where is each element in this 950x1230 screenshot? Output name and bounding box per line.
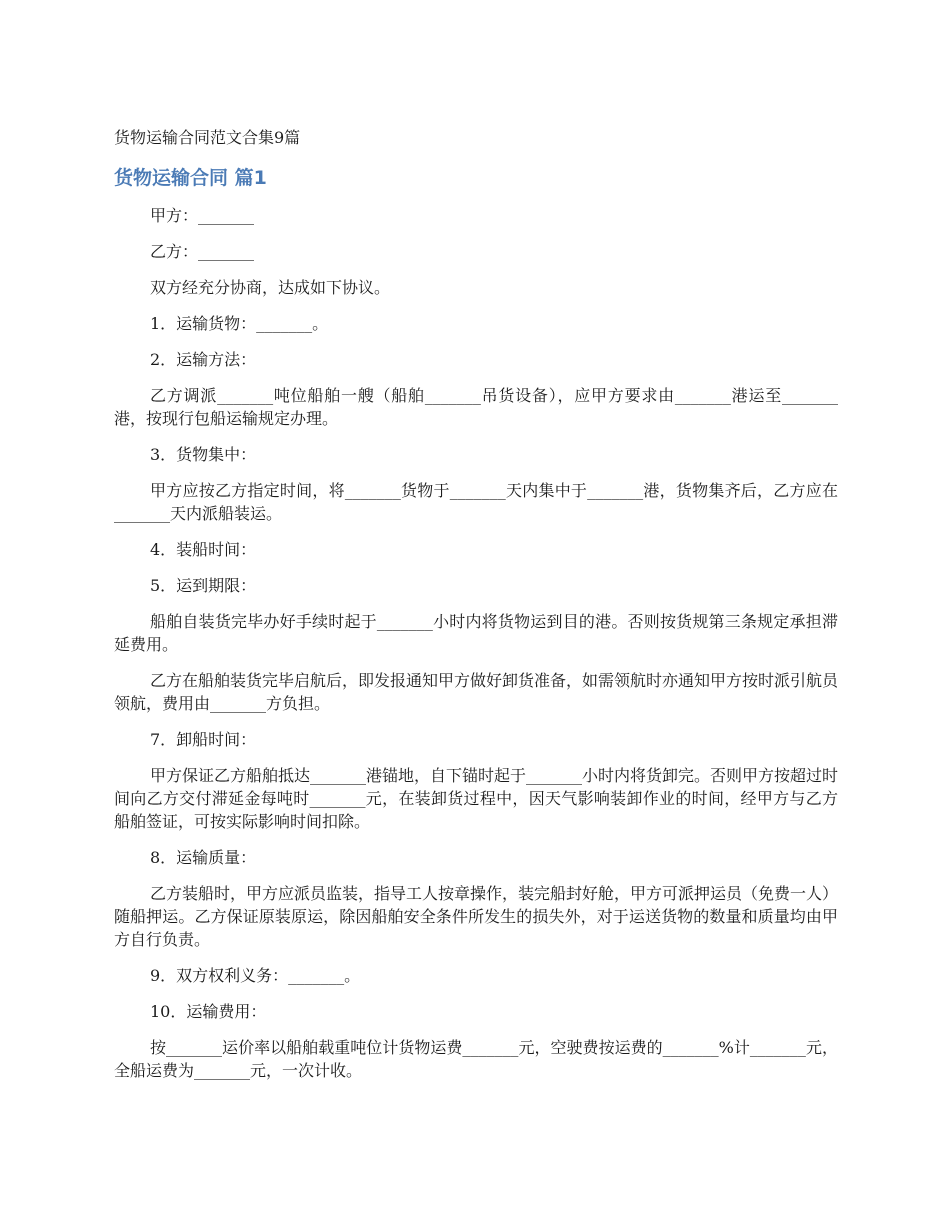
clause-2-body: 乙方调派_______吨位船舶一艘（船舶_______吊货设备），应甲方要求由_______港运至_______港，按现行包船运输规定办理。 — [114, 386, 838, 428]
party-b-line: 乙方：_______ — [150, 242, 255, 261]
clause-4-heading: 4．装船时间： — [150, 540, 257, 559]
clause-5-body: 船舶自装货完毕办好手续时起于_______小时内将货物运到目的港。否则按货规第三条规定承担滞延费用。 — [114, 612, 838, 654]
agreement-intro: 双方经充分协商，达成如下协议。 — [150, 278, 391, 297]
clause-8-body: 乙方装船时，甲方应派员监装，指导工人按章操作，装完船封好舱，甲方可派押运员（免费一人）随船押运。乙方保证原装原运，除因船舶安全条件所发生的损失外，对于运送货物的数量和质量均由甲方自行负责。 — [114, 884, 839, 949]
clause-5-heading: 5．运到期限： — [150, 576, 257, 595]
clause-3-heading: 3．货物集中： — [150, 445, 257, 464]
document-title: 货物运输合同范文合集9篇 — [114, 128, 301, 147]
clause-9-heading: 9．双方权利义务：_______。 — [150, 966, 361, 985]
clause-2-heading: 2．运输方法： — [150, 350, 257, 369]
party-a-line: 甲方：_______ — [150, 206, 255, 225]
clause-3-body: 甲方应按乙方指定时间，将_______货物于_______天内集中于_______港，货物集齐后，乙方应在_______天内派船装运。 — [114, 481, 838, 523]
clause-7-body: 甲方保证乙方船舶抵达_______港锚地，自下锚时起于_______小时内将货卸完。否则甲方按超过时间向乙方交付滞延金每吨时_______元，在装卸货过程中，因天气影响装卸作业的时间，经甲方与乙方船舶签证，可按实际影响时间扣除。 — [114, 766, 839, 831]
contract-body — [114, 204, 838, 1095]
clause-10-body: 按_______运价率以船舶载重吨位计货物运费_______元，空驶费按运费的_______%计_______元，全船运费为_______元，一次计收。 — [114, 1038, 838, 1080]
clause-10-heading: 10．运输费用： — [150, 1002, 267, 1021]
clause-6-body: 乙方在船舶装货完毕启航后，即发报通知甲方做好卸货准备，如需领航时亦通知甲方按时派引航员领航，费用由_______方负担。 — [114, 671, 839, 713]
clause-1-heading: 1．运输货物：_______。 — [150, 314, 329, 333]
clause-7-heading: 7．卸船时间： — [150, 730, 257, 749]
clause-8-heading: 8．运输质量： — [150, 848, 257, 867]
section-heading: 货物运输合同 篇1 — [114, 167, 267, 189]
